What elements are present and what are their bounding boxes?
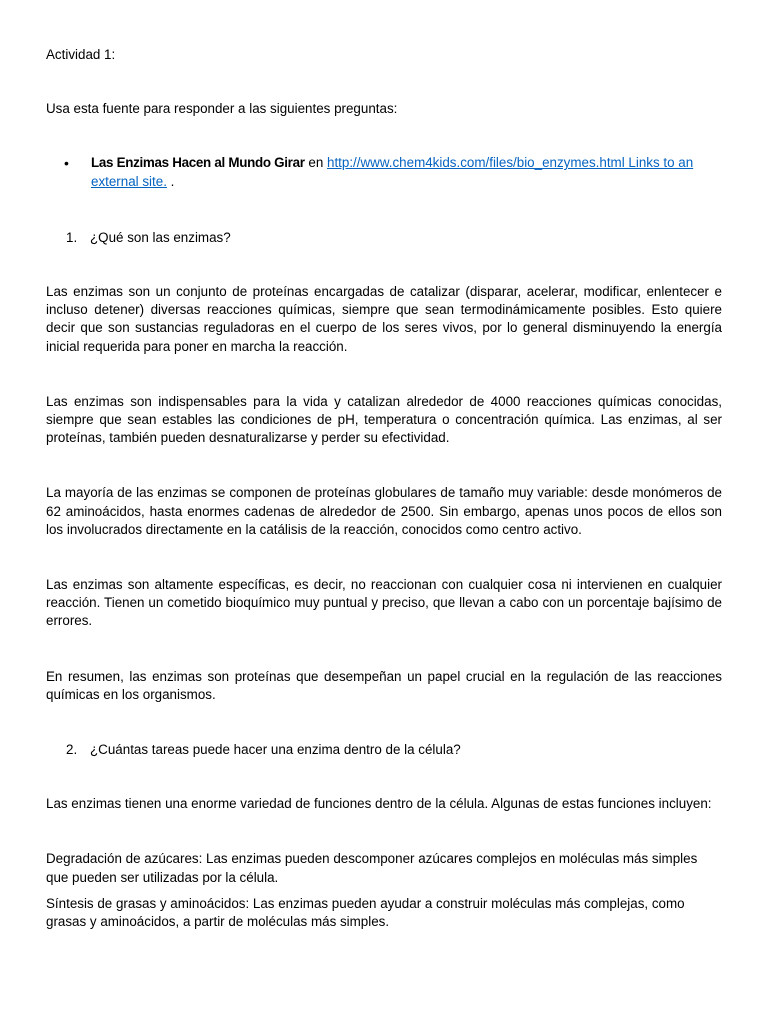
answer-paragraph: En resumen, las enzimas son proteínas que desempeñan un papel crucial en la regulación de las reacciones químicas en los organismos. — [46, 668, 722, 702]
source-bullet-item — [64, 154, 722, 190]
question-number: 1. — [66, 229, 78, 245]
activity-heading: Actividad 1: — [46, 47, 116, 62]
question-1 — [66, 229, 722, 247]
source-link[interactable]: http://www.chem4kids.com/files/bio_enzymes.html Links to an external site. — [91, 155, 694, 189]
intro-text: Usa esta fuente para responder a las siguientes preguntas: — [46, 101, 398, 117]
source-connector: en — [304, 155, 327, 171]
source-title: Las Enzimas Hacen al Mundo Girar — [91, 155, 305, 171]
answer-paragraph: La mayoría de las enzimas se componen de proteínas globulares de tamaño muy variable: desde monómeros de 62 aminoácidos, hasta enormes cadenas de alrededor de 2500. Sin embargo, apenas unos pocos de ellos son los involucrados directamente en la catálisis de la reacción, conocidos como centro activo. — [46, 485, 722, 537]
answer2-intro: Las enzimas tienen una enorme variedad de funciones dentro de la célula. Algunas de estas funciones incluyen: — [46, 796, 712, 812]
answer-paragraph: Las enzimas son indispensables para la vida y catalizan alrededor de 4000 reacciones químicas conocidas, siempre que sean estables las condiciones de pH, temperatura o concentración química. Las enzimas, al ser proteínas, también pueden desnaturalizarse y perder su efectividad. — [46, 393, 722, 446]
question-2 — [66, 741, 722, 759]
answer-paragraph: Las enzimas son un conjunto de proteínas encargadas de catalizar (disparar, acelerar, modificar, enlentecer e incluso detener) diversas reacciones químicas, siempre que sean termodinámicamente posibles. Esto quiere decir que son sustancias reguladoras en el cuerpo de los seres vivos, por lo general disminuyendo la energía inicial requerida para poner en marcha la reacción. — [46, 284, 722, 354]
question-text: ¿Cuántas tareas puede hacer una enzima dentro de la célula? — [90, 742, 461, 758]
source-trailing: . — [166, 173, 175, 189]
question-number: 2. — [66, 742, 78, 758]
question-text: ¿Qué son las enzimas? — [90, 229, 231, 245]
function-item: Síntesis de grasas y aminoácidos: Las enzimas pueden ayudar a construir moléculas más complejas, como grasas y aminoácidos, a partir de moléculas más simples. — [46, 895, 685, 930]
source-reference — [91, 154, 722, 190]
function-item: Degradación de azúcares: Las enzimas pueden descomponer azúcares complejos en moléculas más simples que pueden ser utilizadas por la célula. — [46, 851, 698, 885]
bullet-icon: • — [64, 155, 69, 172]
answer-paragraph: Las enzimas son altamente específicas, es decir, no reaccionan con cualquier cosa ni intervienen en cualquier reacción. Tienen un cometido bioquímico muy puntual y preciso, que llevan a cabo con un porcentaje bajísimo de errores. — [46, 577, 722, 629]
